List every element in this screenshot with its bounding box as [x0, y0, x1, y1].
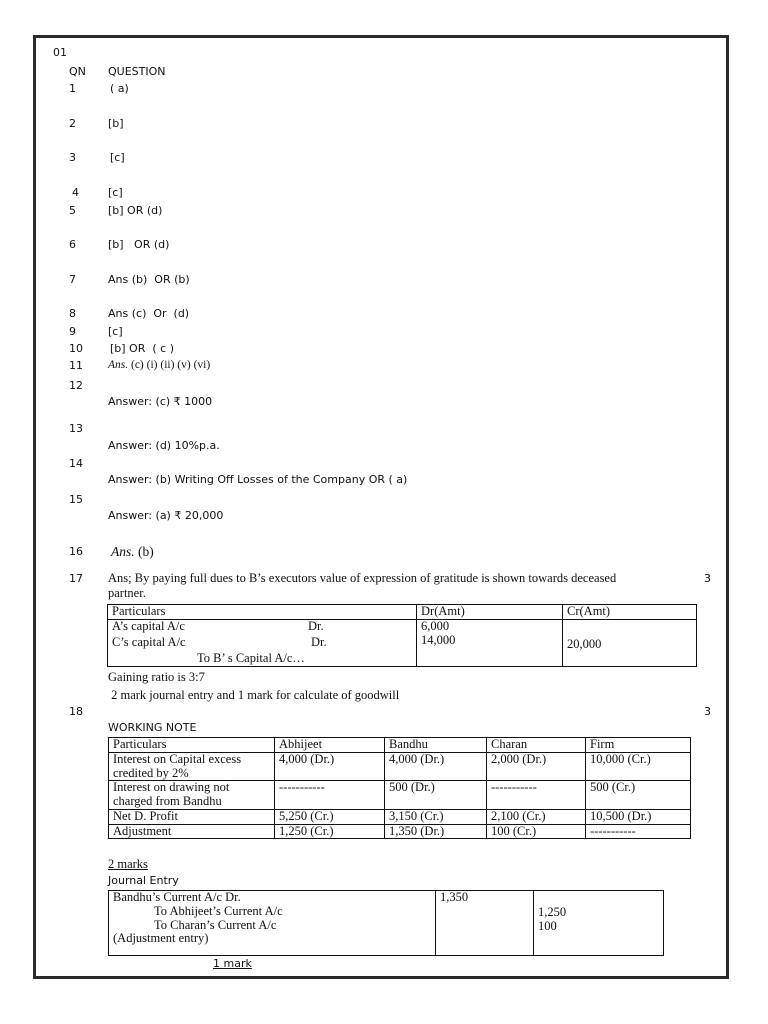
answer-6: [b] OR (d): [108, 238, 170, 251]
qn-13: 13: [69, 422, 83, 435]
qn-1: 1: [69, 82, 76, 95]
q17-journal-table: [107, 604, 697, 667]
answer-16-prefix: Ans.: [111, 544, 135, 559]
table-cell: Adjustment: [109, 824, 275, 839]
q18-col-charan: Charan: [487, 738, 586, 753]
table-cell: Interest on drawing not charged from Bandhu: [109, 781, 275, 810]
q17-col-dr: Dr(Amt): [417, 605, 563, 620]
answer-8: Ans (c) Or (d): [108, 307, 190, 320]
qn-header: QN: [69, 65, 86, 78]
table-row: [108, 619, 697, 666]
q18-journal-dr-amount: 1,350: [440, 890, 469, 904]
answer-11-prefix: Ans.: [108, 359, 129, 371]
q17-marking-note: 2 mark journal entry and 1 mark for calculate of goodwill: [108, 688, 400, 702]
answer-13: Answer: (d) 10%p.a.: [108, 439, 220, 452]
answer-10: [b] OR ( c ): [110, 342, 174, 355]
answer-9: [c]: [108, 325, 123, 338]
q17-gaining-ratio: Gaining ratio is 3:7: [108, 670, 205, 684]
q18-journal-cr-amount1: 1,250: [538, 905, 567, 919]
q18-journal-title: Journal Entry: [108, 874, 179, 887]
answer-2: [b]: [108, 117, 124, 130]
set-code: 01: [53, 46, 67, 59]
q18-journal-particulars: [109, 891, 436, 956]
answer-7: Ans (b) OR (b): [108, 273, 190, 286]
q17-row3-account: To B’ s Capital A/c…: [197, 650, 305, 665]
table-cell: 100 (Cr.): [487, 824, 586, 839]
qn-16: 16: [69, 545, 83, 558]
qn-14: 14: [69, 457, 83, 470]
q17-row2-account: C’s capital A/c: [112, 634, 186, 649]
qn-9: 9: [69, 325, 76, 338]
table-cell: 3,150 (Cr.): [385, 809, 487, 824]
q17-answer-line1: Ans; By paying full dues to B’s executors value of expression of gratitude is shown towards deceased: [108, 571, 617, 585]
q18-journal-line2: To Abhijeet’s Current A/c: [154, 903, 283, 918]
q17-cr-cell: [563, 619, 697, 666]
table-header-row: [108, 605, 697, 620]
qn-8: 8: [69, 307, 76, 320]
q18-journal-entry-table: [108, 890, 664, 956]
table-cell: 1,250 (Cr.): [275, 824, 385, 839]
q17-row1-dr-amount: 6,000: [421, 618, 450, 633]
qn-18: 18: [69, 705, 83, 718]
qn-6: 6: [69, 238, 76, 251]
table-cell: 4,000 (Dr.): [275, 752, 385, 781]
q17-row2-dr-label: Dr.: [311, 634, 327, 649]
answer-5: [b] OR (d): [108, 204, 163, 217]
answer-12: Answer: (c) ₹ 1000: [108, 395, 213, 408]
table-row: [109, 752, 691, 781]
answer-11-text: (c) (i) (ii) (v) (vi): [131, 359, 211, 371]
q18-col-bandhu: Bandhu: [385, 738, 487, 753]
table-cell: 10,000 (Cr.): [586, 752, 691, 781]
q17-marks: 3: [704, 572, 711, 585]
q18-journal-cr-cell: [534, 891, 664, 956]
table-header-row: [109, 738, 691, 753]
table-cell: -----------: [586, 824, 691, 839]
q17-col-cr: Cr(Amt): [563, 605, 697, 620]
table-cell: 10,500 (Dr.): [586, 809, 691, 824]
answer-16: [111, 544, 154, 560]
q17-row2-cr-amount: 20,000: [567, 636, 602, 651]
table-cell: 1,350 (Dr.): [385, 824, 487, 839]
table-row: [109, 824, 691, 839]
answer-11: [108, 359, 210, 372]
q18-journal-marks: 1 mark: [213, 957, 252, 970]
qn-11: 11: [69, 359, 83, 372]
table-row: [109, 809, 691, 824]
qn-17: 17: [69, 572, 83, 585]
q18-marks-note: 2 marks: [108, 857, 148, 871]
q17-answer-line2: partner.: [108, 586, 146, 600]
q17-dr-cell: [417, 619, 563, 666]
table-cell: Net D. Profit: [109, 809, 275, 824]
question-header: QUESTION: [108, 65, 166, 78]
q18-journal-line1: Bandhu’s Current A/c Dr.: [113, 890, 241, 904]
answer-1: ( a): [110, 82, 129, 95]
qn-4: 4: [72, 186, 79, 199]
qn-12: 12: [69, 379, 83, 392]
q18-working-note-title: WORKING NOTE: [108, 721, 197, 734]
table-cell: 2,000 (Dr.): [487, 752, 586, 781]
qn-10: 10: [69, 342, 83, 355]
q18-journal-line3: To Charan’s Current A/c: [154, 917, 277, 932]
q18-journal-dr-cell: [436, 891, 534, 956]
answer-15: Answer: (a) ₹ 20,000: [108, 509, 224, 522]
qn-2: 2: [69, 117, 76, 130]
q17-particulars-cell: [108, 619, 417, 666]
answer-14: Answer: (b) Writing Off Losses of the Company OR ( a): [108, 473, 408, 486]
q18-journal-line4: (Adjustment entry): [113, 931, 209, 946]
table-cell: 2,100 (Cr.): [487, 809, 586, 824]
qn-15: 15: [69, 493, 83, 506]
table-cell: 4,000 (Dr.): [385, 752, 487, 781]
answer-3: [c]: [110, 151, 125, 164]
q18-marks: 3: [704, 705, 711, 718]
answer-16-text: (b): [138, 544, 154, 559]
table-cell: 500 (Dr.): [385, 781, 487, 810]
qn-7: 7: [69, 273, 76, 286]
table-cell: -----------: [275, 781, 385, 810]
table-cell: -----------: [487, 781, 586, 810]
table-cell: 500 (Cr.): [586, 781, 691, 810]
q18-col-firm: Firm: [586, 738, 691, 753]
q17-row1-account: A’s capital A/c: [112, 618, 185, 633]
table-row: [109, 781, 691, 810]
table-cell: Interest on Capital excess credited by 2%: [109, 752, 275, 781]
answer-4: [c]: [108, 186, 123, 199]
q17-row1-dr-label: Dr.: [308, 618, 324, 633]
table-row: [109, 891, 664, 956]
q18-col-abhijeet: Abhijeet: [275, 738, 385, 753]
table-cell: 5,250 (Cr.): [275, 809, 385, 824]
q18-col-particulars: Particulars: [109, 738, 275, 753]
q18-journal-cr-amount2: 100: [538, 918, 557, 933]
q17-row2-dr-amount: 14,000: [421, 632, 456, 647]
qn-3: 3: [69, 151, 76, 164]
q18-working-note-table: [108, 737, 691, 839]
qn-5: 5: [69, 204, 76, 217]
q17-col-particulars: Particulars: [108, 605, 417, 620]
